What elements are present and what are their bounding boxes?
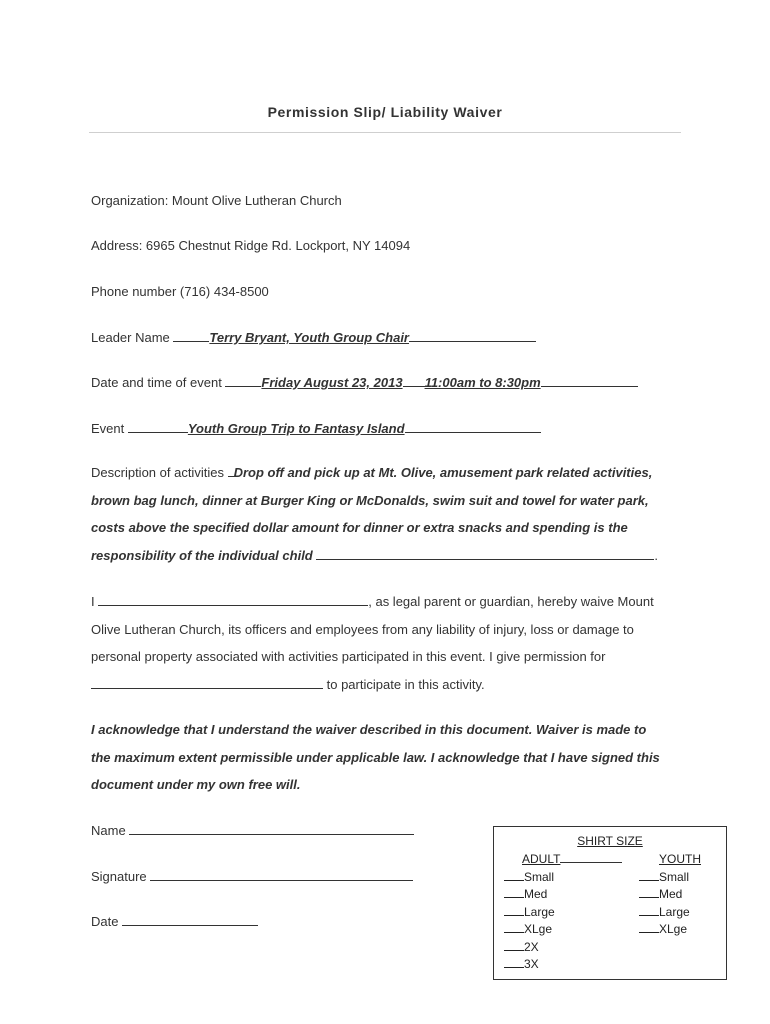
adult-size-option[interactable]	[504, 956, 622, 974]
youth-size-label: Med	[659, 887, 683, 901]
size-checkbox-blank[interactable]	[639, 886, 659, 898]
description-block: Description of activities Drop off and pick up at Mt. Olive, amusement park related activities, brown bag lunch, dinner at Burger King or McDonalds, swim suit and towel for water park, costs above the specified dollar amount for dinner or extra snacks and spending is the responsibility of the individual child .	[91, 459, 691, 569]
event-time-value[interactable]: 11:00am to 8:30pm	[424, 375, 541, 390]
description-line-4[interactable]: responsibility of the individual child	[91, 547, 313, 563]
waiver-line-3: personal property associated with activities participated in this event. I give permission for	[91, 649, 606, 664]
acknowledgement-line-3: document under my own free will.	[91, 777, 301, 792]
date-time-blank	[225, 374, 261, 387]
event-value[interactable]: Youth Group Trip to Fantasy Island	[187, 421, 405, 436]
size-checkbox-blank[interactable]	[504, 956, 524, 968]
shirt-size-box	[493, 826, 727, 980]
date-time-gap-blank	[403, 374, 425, 387]
size-checkbox-blank[interactable]	[639, 921, 659, 933]
parent-name-field[interactable]	[98, 593, 368, 606]
youth-size-option[interactable]	[639, 904, 701, 922]
event-date-value[interactable]: Friday August 23, 2013	[261, 375, 403, 390]
address-line: Address: 6965 Chestnut Ridge Rd. Lockport, NY 14094	[91, 238, 411, 253]
waiver-prefix: I	[91, 594, 99, 609]
description-label: Description of activities	[91, 465, 228, 480]
youth-size-label: Large	[659, 904, 690, 919]
youth-size-option[interactable]	[639, 886, 701, 904]
youth-size-option[interactable]	[639, 921, 701, 939]
adult-size-label: Med	[524, 887, 548, 901]
acknowledgement-line-1: I acknowledge that I understand the waiver described in this document. Waiver is made to	[91, 722, 647, 737]
waiver-line-1-text: , as legal parent or guardian, hereby waive Mount	[368, 594, 654, 609]
description-line-2[interactable]: brown bag lunch, dinner at Burger King or McDonalds, swim suit and towel for water park,	[91, 492, 649, 508]
event-blank	[128, 420, 188, 433]
adult-size-label: XLge	[524, 922, 553, 936]
date-time-line	[91, 374, 638, 390]
shirt-size-title: SHIRT SIZE	[577, 834, 643, 848]
adult-size-option[interactable]	[504, 869, 622, 887]
size-checkbox-blank[interactable]	[504, 869, 524, 881]
leader-name-line	[91, 329, 536, 345]
date-field[interactable]	[122, 913, 258, 926]
phone-line: Phone number (716) 434-8500	[91, 284, 269, 299]
leader-name-value[interactable]: Terry Bryant, Youth Group Chair	[209, 330, 409, 345]
organization-line: Organization: Mount Olive Lutheran Church	[91, 193, 342, 208]
date-time-label: Date and time of event	[91, 375, 226, 390]
header-underline-gap	[560, 851, 622, 863]
document-title: Permission Slip/ Liability Waiver	[267, 104, 503, 120]
size-checkbox-blank[interactable]	[504, 921, 524, 933]
youth-size-column	[639, 851, 701, 939]
waiver-block	[91, 588, 691, 698]
adult-size-label: 3X	[524, 957, 539, 971]
date-line	[91, 913, 258, 929]
adult-size-label: Large	[524, 904, 555, 919]
youth-header: YOUTH	[659, 852, 701, 866]
date-label: Date	[91, 914, 123, 929]
youth-size-label: XLge	[659, 922, 688, 936]
leader-name-blank	[173, 329, 209, 342]
acknowledgement-line-2: the maximum extent permissible under applicable law. I acknowledge that I have signed this	[91, 749, 660, 765]
size-checkbox-blank[interactable]	[639, 869, 659, 881]
adult-size-option[interactable]	[504, 904, 622, 922]
waiver-line-2: Olive Lutheran Church, its officers and employees from any liability of injury, loss or damage to	[91, 621, 634, 637]
adult-size-label: Small	[524, 869, 555, 884]
name-line	[91, 822, 414, 838]
youth-size-label: Small	[659, 869, 690, 884]
size-checkbox-blank[interactable]	[504, 886, 524, 898]
signature-line	[91, 868, 413, 884]
leader-name-label: Leader Name	[91, 330, 174, 345]
description-trailing-blank	[316, 547, 654, 560]
adult-size-label: 2X	[524, 939, 539, 954]
adult-size-column	[504, 851, 622, 974]
description-line-3[interactable]: costs above the specified dollar amount for dinner or extra snacks and spending is the	[91, 520, 628, 535]
waiver-line-4-text: to participate in this activity.	[323, 676, 485, 692]
description-line-1[interactable]: Drop off and pick up at Mt. Olive, amusement park related activities,	[233, 465, 653, 480]
event-trailing-blank	[405, 420, 541, 433]
name-field[interactable]	[129, 822, 414, 835]
size-checkbox-blank[interactable]	[639, 904, 659, 916]
adult-size-option[interactable]	[504, 921, 622, 939]
youth-size-option[interactable]	[639, 869, 701, 887]
signature-label: Signature	[91, 869, 151, 884]
size-checkbox-blank[interactable]	[504, 939, 524, 951]
adult-header: ADULT	[522, 852, 561, 866]
name-label: Name	[91, 823, 130, 838]
adult-size-option[interactable]	[504, 939, 622, 957]
title-divider	[89, 132, 681, 133]
child-name-field[interactable]	[91, 676, 323, 689]
date-time-trailing-blank	[541, 374, 638, 387]
event-label: Event	[91, 421, 128, 436]
adult-size-option[interactable]	[504, 886, 622, 904]
acknowledgement-block	[91, 716, 691, 799]
signature-field[interactable]	[150, 868, 413, 881]
size-checkbox-blank[interactable]	[504, 904, 524, 916]
event-line	[91, 420, 541, 436]
leader-name-trailing-blank	[409, 329, 536, 342]
